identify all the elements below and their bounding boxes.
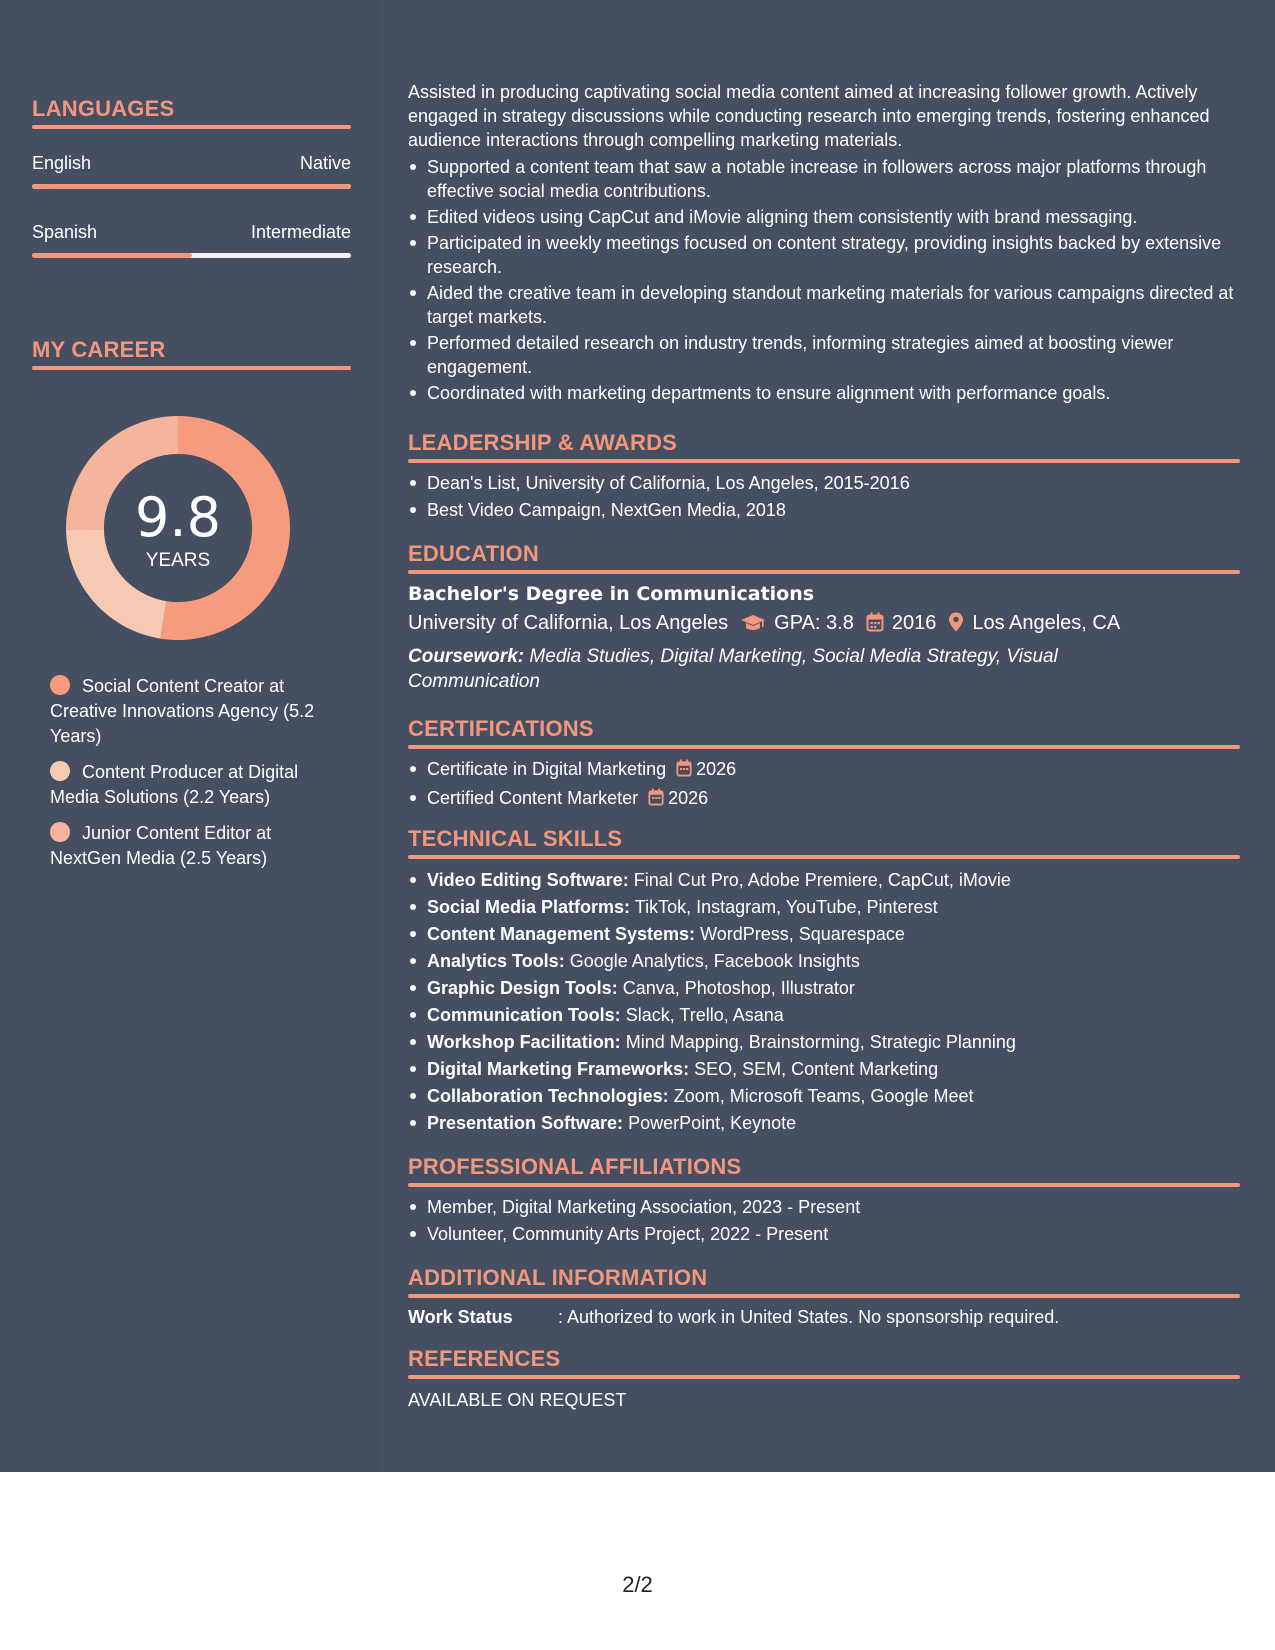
coursework: [408, 644, 1108, 694]
references-rule: [408, 1375, 1240, 1379]
career-title: MY CAREER: [32, 337, 166, 362]
skills-title: TECHNICAL SKILLS: [408, 826, 623, 851]
calendar-icon: [648, 788, 664, 812]
references-title: REFERENCES: [408, 1346, 561, 1371]
career-legend-item: [50, 760, 340, 810]
skill-value: TikTok, Instagram, YouTube, Pinterest: [634, 897, 938, 917]
skill-item: [408, 895, 1240, 919]
skill-item: [408, 1111, 1240, 1135]
career-legend-label: Social Content Creator at Creative Innovations Agency (5.2 Years): [50, 676, 315, 746]
language-name: English: [32, 153, 92, 173]
legend-dot: [50, 822, 70, 842]
legend-dot: [50, 761, 70, 781]
skill-value: Canva, Photoshop, Illustrator: [622, 978, 855, 998]
experience-bullet: Edited videos using CapCut and iMovie aligning them consistently with brand messaging.: [408, 205, 1240, 229]
skill-value: WordPress, Squarespace: [700, 924, 905, 944]
language-bar-fill: [32, 253, 192, 258]
affiliations-title: PROFESSIONAL AFFILIATIONS: [408, 1154, 742, 1179]
skill-label: Digital Marketing Frameworks:: [427, 1059, 690, 1079]
experience-bullet: Coordinated with marketing departments to ensure alignment with performance goals.: [408, 381, 1240, 405]
location-pin-icon: [948, 612, 964, 638]
experience-summary: Assisted in producing captivating social media content aimed at increasing follower growth. Actively engaged in strategy discussions while conducting research into emerging trends, fostering enhanced audience interactions through compelling marketing materials.: [408, 82, 1210, 150]
leadership-title: LEADERSHIP & AWARDS: [408, 430, 678, 455]
career-total-years: 9.8: [135, 486, 221, 549]
school-name: University of California, Los Angeles: [408, 612, 729, 634]
language-name: Spanish: [32, 222, 98, 242]
coursework-label: Coursework:: [408, 646, 525, 667]
experience-bullet: Aided the creative team in developing standout marketing materials for various campaigns directed at target markets.: [408, 281, 1240, 329]
skill-value: Google Analytics, Facebook Insights: [569, 951, 860, 971]
graduation-year: 2016: [891, 612, 937, 634]
career-years-label: YEARS: [145, 550, 211, 571]
career-donut: [66, 416, 290, 640]
work-status-label: Work Status: [408, 1307, 513, 1327]
affiliation-item: Member, Digital Marketing Association, 2023 - Present: [408, 1195, 1240, 1219]
skill-item: [408, 1057, 1240, 1081]
skill-item: [408, 868, 1240, 892]
skill-label: Communication Tools:: [427, 1005, 621, 1025]
school-location: Los Angeles, CA: [972, 612, 1121, 634]
skill-label: Collaboration Technologies:: [427, 1086, 669, 1106]
gpa: GPA: 3.8: [774, 612, 854, 634]
skill-item: [408, 1003, 1240, 1027]
language-bar-spanish: [32, 253, 351, 258]
skill-label: Workshop Facilitation:: [427, 1032, 621, 1052]
certification-name: Certified Content Marketer: [427, 788, 639, 808]
certification-item: [408, 786, 1240, 812]
calendar-icon: [866, 612, 884, 638]
skill-label: Social Media Platforms:: [427, 897, 631, 917]
skill-value: Final Cut Pro, Adobe Premiere, CapCut, iMovie: [633, 870, 1011, 890]
skills-list: [408, 868, 1240, 1135]
degree-meta: [408, 612, 1120, 638]
experience-bullet: Performed detailed research on industry trends, informing strategies aimed at boosting viewer engagement.: [408, 331, 1240, 379]
additional-rule: [408, 1294, 1240, 1298]
experience-bullets: [408, 155, 1240, 405]
certifications-rule: [408, 745, 1240, 749]
references-text: AVAILABLE ON REQUEST: [408, 1390, 627, 1410]
skill-item: [408, 922, 1240, 946]
certification-item: [408, 757, 1240, 783]
language-bar-fill: [32, 184, 351, 189]
skill-value: SEO, SEM, Content Marketing: [694, 1059, 939, 1079]
education-title: EDUCATION: [408, 541, 539, 566]
skill-label: Analytics Tools:: [427, 951, 565, 971]
experience-bullet: Participated in weekly meetings focused on content strategy, providing insights backed by extensive research.: [408, 231, 1240, 279]
skill-label: Video Editing Software:: [427, 870, 629, 890]
career-legend-item: [50, 821, 340, 871]
skill-item: [408, 1084, 1240, 1108]
graduation-cap-icon: [740, 614, 766, 638]
calendar-icon: [676, 759, 692, 783]
skill-item: [408, 976, 1240, 1000]
career-legend-item: [50, 674, 340, 749]
skill-value: Slack, Trello, Asana: [625, 1005, 784, 1025]
skill-value: Zoom, Microsoft Teams, Google Meet: [673, 1086, 974, 1106]
career-legend-label: Junior Content Editor at NextGen Media (2.5 Years): [50, 823, 272, 868]
skill-label: Presentation Software:: [427, 1113, 624, 1133]
leadership-item: Best Video Campaign, NextGen Media, 2018: [408, 498, 1240, 522]
skill-value: Mind Mapping, Brainstorming, Strategic Planning: [625, 1032, 1016, 1052]
career-legend-label: Content Producer at Digital Media Solutions (2.2 Years): [50, 762, 299, 807]
certification-year: 2026: [696, 759, 737, 779]
skill-item: [408, 949, 1240, 973]
certifications-title: CERTIFICATIONS: [408, 716, 594, 741]
certifications-list: [408, 757, 1240, 812]
affiliations-list: [408, 1195, 1240, 1246]
languages-rule: [32, 125, 351, 129]
skill-value: PowerPoint, Keynote: [628, 1113, 797, 1133]
affiliations-rule: [408, 1183, 1240, 1187]
education-rule: [408, 570, 1240, 574]
additional-title: ADDITIONAL INFORMATION: [408, 1265, 708, 1290]
legend-dot: [50, 675, 70, 695]
leadership-rule: [408, 459, 1240, 463]
coursework-list: Media Studies, Digital Marketing, Social Media Strategy, Visual Communication: [408, 646, 1058, 692]
experience-bullet: Supported a content team that saw a notable increase in followers across major platforms through effective social media contributions.: [408, 155, 1240, 203]
leadership-item: Dean's List, University of California, Los Angeles, 2015-2016: [408, 471, 1240, 495]
skills-rule: [408, 855, 1240, 859]
leadership-list: [408, 471, 1240, 522]
degree-title: Bachelor's Degree in Communications: [408, 583, 815, 605]
languages-title: LANGUAGES: [32, 96, 175, 121]
skill-label: Graphic Design Tools:: [427, 978, 618, 998]
skill-label: Content Management Systems:: [427, 924, 696, 944]
column-divider: [382, 0, 383, 1472]
language-level: Intermediate: [250, 222, 351, 242]
affiliation-item: Volunteer, Community Arts Project, 2022 - Present: [408, 1222, 1240, 1246]
donut-center: [66, 416, 290, 640]
language-level: Native: [299, 153, 351, 173]
career-rule: [32, 366, 351, 370]
skill-item: [408, 1030, 1240, 1054]
page-number: 2/2: [622, 1572, 653, 1597]
certification-name: Certificate in Digital Marketing: [427, 759, 667, 779]
certification-year: 2026: [668, 788, 709, 808]
work-status-value: : Authorized to work in United States. No sponsorship required.: [558, 1307, 1060, 1327]
language-bar-english: [32, 184, 351, 189]
